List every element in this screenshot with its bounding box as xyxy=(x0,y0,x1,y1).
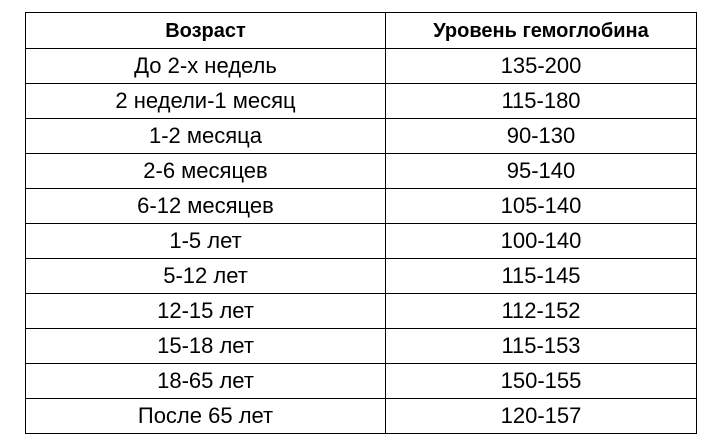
age-cell: 12-15 лет xyxy=(26,294,386,329)
hemoglobin-cell: 135-200 xyxy=(386,49,697,84)
age-cell: 5-12 лет xyxy=(26,259,386,294)
hemoglobin-cell: 120-157 xyxy=(386,399,697,434)
table-row xyxy=(26,49,697,84)
hemoglobin-cell: 90-130 xyxy=(386,119,697,154)
age-cell: 18-65 лет xyxy=(26,364,386,399)
hemoglobin-cell: 105-140 xyxy=(386,189,697,224)
hemoglobin-by-age-table xyxy=(25,12,697,434)
table-row xyxy=(26,84,697,119)
age-cell: 2 недели-1 месяц xyxy=(26,84,386,119)
table-row xyxy=(26,329,697,364)
table-header-row xyxy=(26,13,697,49)
age-cell: 1-2 месяца xyxy=(26,119,386,154)
hemoglobin-cell: 100-140 xyxy=(386,224,697,259)
table-row xyxy=(26,364,697,399)
hemoglobin-cell: 115-153 xyxy=(386,329,697,364)
hemoglobin-cell: 115-145 xyxy=(386,259,697,294)
hemoglobin-cell: 115-180 xyxy=(386,84,697,119)
age-cell: После 65 лет xyxy=(26,399,386,434)
table-row xyxy=(26,119,697,154)
age-cell: 2-6 месяцев xyxy=(26,154,386,189)
table-row xyxy=(26,259,697,294)
age-cell: До 2-х недель xyxy=(26,49,386,84)
table-row xyxy=(26,154,697,189)
age-cell: 1-5 лет xyxy=(26,224,386,259)
table-row xyxy=(26,294,697,329)
column-header-hemoglobin-level: Уровень гемоглобина xyxy=(386,13,697,49)
hemoglobin-cell: 150-155 xyxy=(386,364,697,399)
age-cell: 15-18 лет xyxy=(26,329,386,364)
table-row xyxy=(26,399,697,434)
hemoglobin-cell: 112-152 xyxy=(386,294,697,329)
age-cell: 6-12 месяцев xyxy=(26,189,386,224)
hemoglobin-table-container xyxy=(25,12,696,434)
hemoglobin-cell: 95-140 xyxy=(386,154,697,189)
table-row xyxy=(26,189,697,224)
column-header-age: Возраст xyxy=(26,13,386,49)
table-row xyxy=(26,224,697,259)
